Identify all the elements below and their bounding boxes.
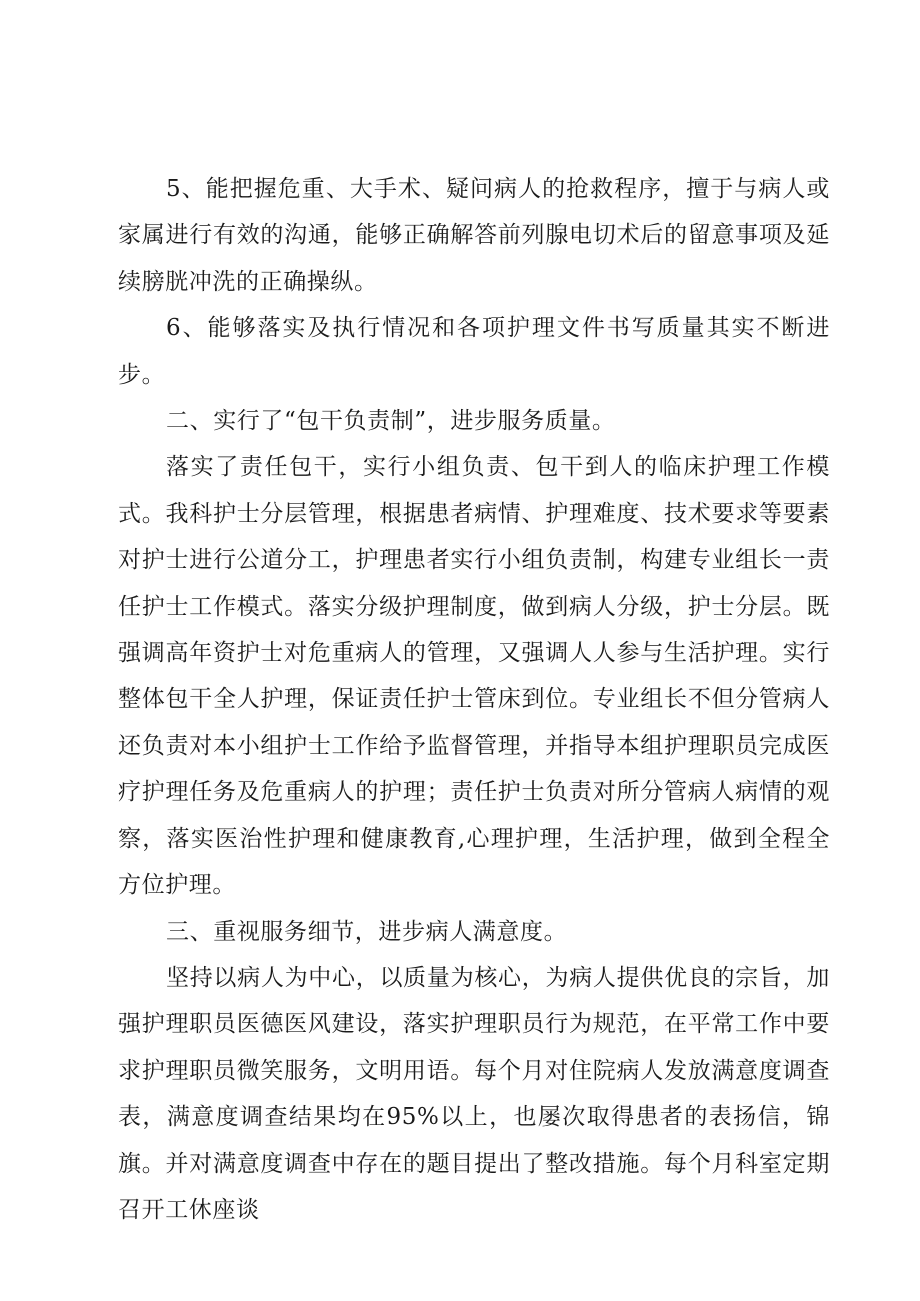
paragraph-responsibility: 落实了责任包干，实行小组负责、包干到人的临床护理工作模式。我科护士分层管理，根据患者病情、护理难度、技术要求等要素对护士进行公道分工，护理患者实行小组负责制，构建专业组长一责任护士工作模式。落实分级护理制度，做到病人分级，护士分层。既强调高年资护士对危重病人的管理，又强调人人参与生活护理。实行整体包干全人护理，保证责任护士管床到位。专业组长不但分管病人还负责对本小组护士工作给予监督管理，并指导本组护理职员完成医疗护理任务及危重病人的护理；责任护士负责对所分管病人病情的观察，落实医治性护理和健康教育,心理护理，生活护理，做到全程全方位护理。: [118, 454, 830, 899]
document-body: [118, 166, 830, 1233]
section-heading-2: 二、实行了“包干负责制”，进步服务质量。: [166, 408, 616, 435]
paragraph-item-5: 5、能把握危重、大手术、疑问病人的抢救程序，擅于与病人或家属进行有效的沟通，能够正确解答前列腺电切术后的留意事项及延续膀胱冲洗的正确操纵。: [118, 176, 830, 295]
paragraph-satisfaction: 坚持以病人为中心，以质量为核心，为病人提供优良的宗旨，加强护理职员医德医风建设，落实护理职员行为规范，在平常工作中要求护理职员微笑服务，文明用语。每个月对住院病人发放满意度调查表，满意度调查结果均在95%以上，也屡次取得患者的表扬信，锦旗。并对满意度调查中存在的题目提出了整改措施。每个月科室定期召开工休座谈: [118, 964, 830, 1223]
section-heading-3: 三、重视服务细节，进步病人满意度。: [166, 918, 568, 945]
paragraph-item-6: 6、能够落实及执行情况和各项护理文件书写质量其实不断进步。: [118, 315, 830, 388]
